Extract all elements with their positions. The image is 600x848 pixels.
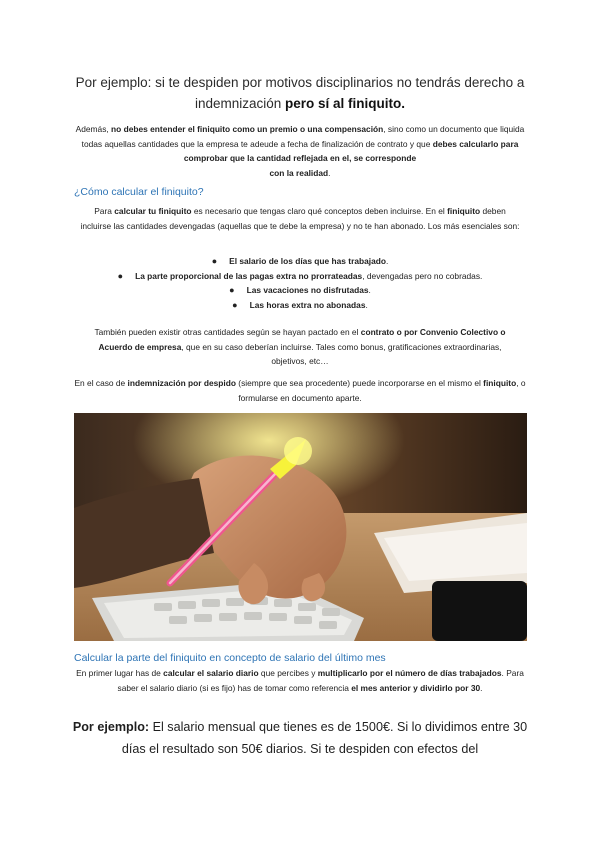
calculator-photo [74, 413, 527, 641]
heading-salario-ultimo-mes: Calcular la parte del finiquito en concepto de salario del último mes [74, 652, 386, 664]
list-item: ● La parte proporcional de las pagas extra no prorrateadas, devengadas pero no cobradas. [60, 269, 540, 284]
title-bold: pero sí al finiquito. [285, 96, 406, 111]
section1-paragraph: Para calcular tu finiquito es necesario que tengas claro qué conceptos deben incluirse. En el finiquito deben incluirse las cantidades devengadas (aquellas que te debe la empresa) y no te han abonado. Los más esenciales son: [80, 206, 520, 231]
list-item: ● El salario de los días que has trabajado. [60, 254, 540, 269]
section3-paragraph: En el caso de indemnización por despido (siempre que sea procedente) puede incorporarse en el mismo el finiquito, o formularse en documento aparte. [74, 378, 526, 403]
concepts-list [60, 254, 540, 312]
bullet-dot-icon: ● [117, 270, 124, 281]
title-text: Por ejemplo: si te despiden por motivos disciplinarios no tendrás derecho a indemnización [75, 75, 525, 111]
bullet-dot-icon: ● [211, 256, 218, 266]
intro-paragraph: Además, no debes entender el finiquito como un premio o una compensación, sino como un documento que liquida todas aquellas cantidades que la empresa te adeude a fecha de finalización de contrato y que debes calcularlo para comprobar que la cantidad reflejada en el, se corresponde con la realidad. [75, 124, 525, 178]
heading-como-calcular: ¿Cómo calcular el finiquito? [74, 186, 204, 198]
bullet-dot-icon: ● [232, 299, 238, 310]
section2-paragraph: También pueden existir otras cantidades según se hayan pactado en el contrato o por Convenio Colectivo o Acuerdo de empresa, que en su caso deberían incluirse. Tales como bonus, gratificaciones extraordinarias, objetivos, etc… [94, 327, 506, 366]
list-item: ● Las vacaciones no disfrutadas. [60, 283, 540, 298]
list-item: ● Las horas extra no abonadas. [60, 298, 540, 313]
page-title [60, 72, 540, 114]
example-paragraph: Por ejemplo: El salario mensual que tienes es de 1500€. Si lo dividimos entre 30 días el resultado son 50€ diarios. Si te despiden con efectos del [72, 720, 528, 756]
bullet-dot-icon: ● [229, 285, 235, 295]
section4-paragraph: En primer lugar has de calcular el salario diario que percibes y multiplicarlo por el número de días trabajados. Para saber el salario diario (si es fijo) has de tomar como referencia el mes anterior y dividirlo por 30. [76, 668, 524, 693]
